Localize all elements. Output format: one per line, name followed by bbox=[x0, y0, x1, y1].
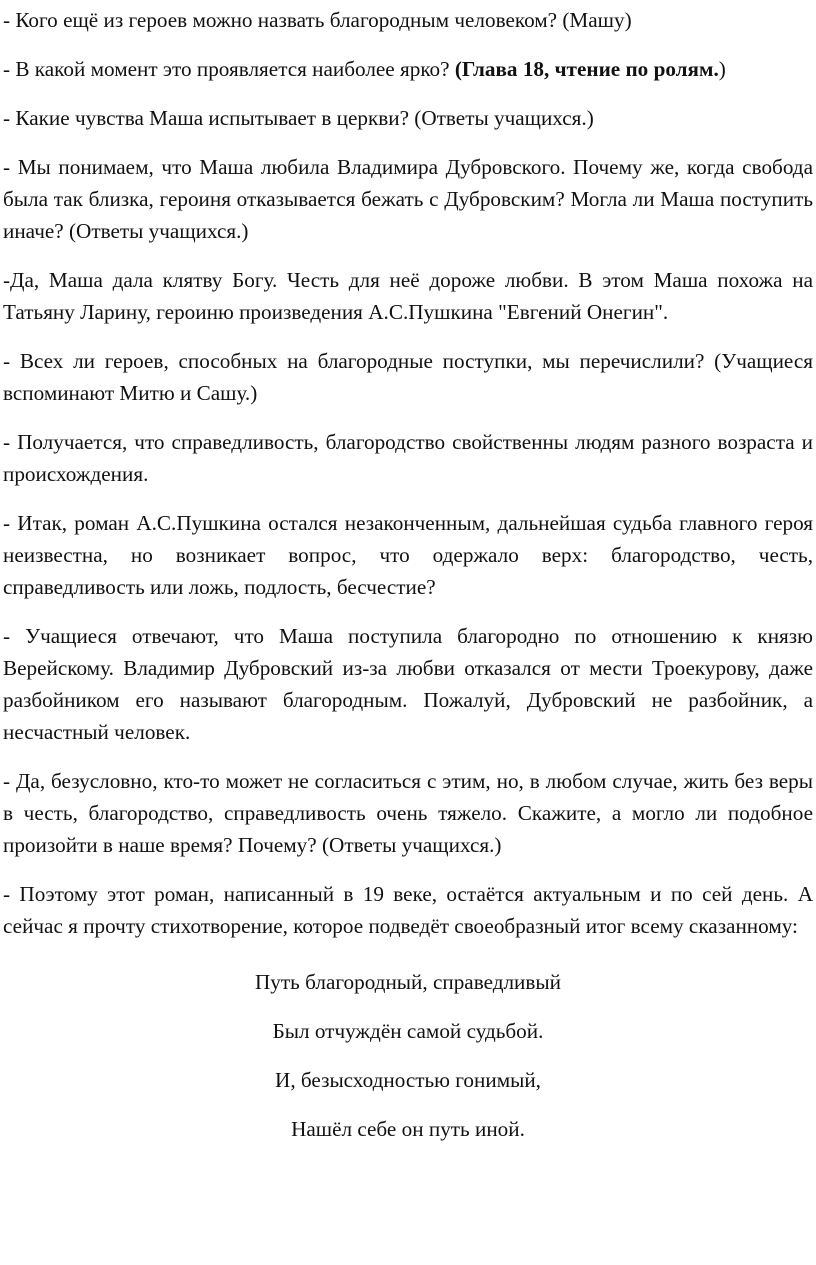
poem-line: И, безысходностью гонимый, bbox=[275, 1068, 541, 1092]
paragraph-conclusion-justice bbox=[3, 426, 813, 490]
paragraph-question-moment bbox=[3, 53, 813, 85]
paragraph-modern-times bbox=[3, 765, 813, 861]
paragraph-question-feelings bbox=[3, 102, 813, 134]
poem bbox=[3, 966, 813, 1145]
paragraph-text: -Да, Маша дала клятву Богу. Честь для неё дороже любви. В этом Маша похожа на Татьяну Ларину, героиню произведения А.С.Пушкина "Евгений Онегин". bbox=[3, 268, 813, 324]
paragraph-text: - В какой момент это проявляется наиболее ярко? bbox=[3, 57, 455, 81]
paragraph-text: - Учащиеся отвечают, что Маша поступила благородно по отношению к князю Верейскому. Владимир Дубровский из-за любви отказался от мести Троекурову, даже разбойником его называют благородным. Пожалуй, Дубровский не разбойник, а несчастный человек. bbox=[3, 624, 813, 744]
paragraph-tail-text: ) bbox=[718, 57, 726, 81]
paragraph-text: - Мы понимаем, что Маша любила Владимира Дубровского. Почему же, когда свобода была так близка, героиня отказывается бежать с Дубровским? Могла ли Маша поступить иначе? (Ответы учащихся.) bbox=[3, 155, 813, 243]
paragraph-text: - Итак, роман А.С.Пушкина остался незаконченным, дальнейшая судьба главного героя неизвестна, но возникает вопрос, что одержало верх: благородство, честь, справедливость или ложь, подлость, бесчестие? bbox=[3, 511, 813, 599]
poem-line: Нашёл себе он путь иной. bbox=[291, 1117, 525, 1141]
paragraph-text: - Кого ещё из героев можно назвать благородным человеком? (Машу) bbox=[3, 8, 632, 32]
poem-line: Путь благородный, справедливый bbox=[255, 970, 561, 994]
poem-line: Был отчуждён самой судьбой. bbox=[272, 1019, 544, 1043]
paragraph-text: - Поэтому этот роман, написанный в 19 веке, остаётся актуальным и по сей день. А сейчас я прочту стихотворение, которое подведёт своеобразный итог всему сказанному: bbox=[3, 882, 813, 938]
paragraph-text: - Какие чувства Маша испытывает в церкви? (Ответы учащихся.) bbox=[3, 106, 594, 130]
paragraph-question-escape bbox=[3, 151, 813, 247]
paragraph-question-all-heroes bbox=[3, 345, 813, 409]
paragraph-unfinished-novel bbox=[3, 507, 813, 603]
paragraph-answer-oath bbox=[3, 264, 813, 328]
paragraph-text: - Всех ли героев, способных на благородные поступки, мы перечислили? (Учащиеся вспоминают Митю и Сашу.) bbox=[3, 349, 813, 405]
paragraph-students-answer bbox=[3, 620, 813, 748]
paragraph-question-noble-hero bbox=[3, 4, 813, 36]
paragraph-poem-intro bbox=[3, 878, 813, 942]
paragraph-text: - Получается, что справедливость, благородство свойственны людям разного возраста и происхождения. bbox=[3, 430, 813, 486]
paragraph-text: - Да, безусловно, кто-то может не согласиться с этим, но, в любом случае, жить без веры в честь, благородство, справедливость очень тяжело. Скажите, а могло ли подобное произойти в наше время? Почему? (Ответы учащихся.) bbox=[3, 769, 813, 857]
paragraph-bold-text: (Глава 18, чтение по ролям. bbox=[454, 57, 719, 81]
